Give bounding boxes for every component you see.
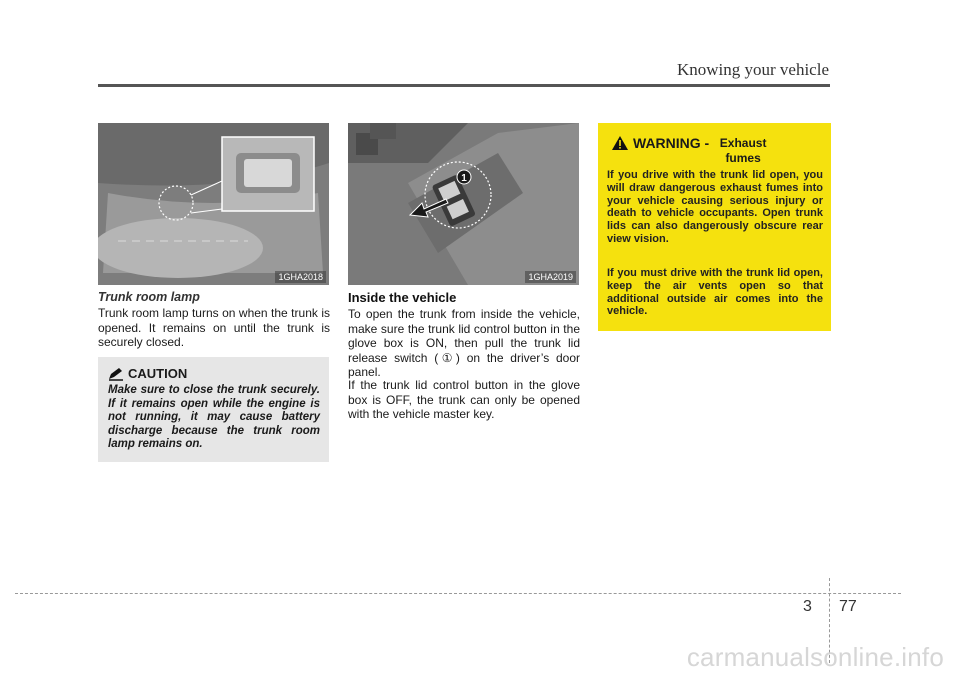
- figure-label: 1GHA2019: [525, 271, 576, 283]
- warning-paragraph-2: If you must drive with the trunk lid open, keep the air vents open so that additional outside air comes into the vehicle.: [607, 267, 823, 318]
- trunk-lamp-illustration: [98, 123, 329, 285]
- trunk-release-figure: [348, 123, 579, 285]
- watermark: carmanualsonline.info: [686, 642, 944, 672]
- warning-paragraph-1: If you drive with the trunk lid open, you will draw dangerous exhaust fumes into your vehicle causing serious injury or death to vehicle occupants. Open trunk lids can also dangerously obscure rear view vision.: [607, 169, 823, 245]
- inside-paragraph-1: To open the trunk from inside the vehicle, make sure the trunk lid control button in the glove box is ON, then pull the trunk lid release switch (①) on the driver’s door panel.: [348, 307, 580, 379]
- warning-triangle-icon: [611, 135, 629, 151]
- trunk-lamp-figure: [98, 123, 329, 285]
- header-title: Knowing your vehicle: [676, 60, 829, 79]
- page-number: 77: [839, 598, 857, 615]
- inside-heading: Inside the vehicle: [348, 290, 457, 305]
- caution-title: CAUTION: [128, 366, 188, 381]
- warning-title: [633, 135, 773, 166]
- warning-box: [598, 123, 831, 331]
- trunk-lamp-paragraph: Trunk room lamp turns on when the trunk is opened. It remains on until the trunk is securely closed.: [98, 306, 330, 349]
- footer-rule: [15, 593, 901, 594]
- door-panel-illustration: [348, 123, 579, 285]
- callout-number: 1: [461, 173, 467, 184]
- warning-label: WARNING -: [633, 135, 714, 151]
- chapter-number: 3: [803, 598, 812, 615]
- figure-label: 1GHA2018: [275, 271, 326, 283]
- pencil-icon: [108, 367, 124, 381]
- warning-subtitle: Exhaust fumes: [719, 136, 767, 165]
- caution-box: [98, 357, 329, 462]
- trunk-lamp-subheading: Trunk room lamp: [98, 290, 200, 304]
- caution-text: Make sure to close the trunk securely. If it remains open while the engine is not running, it may cause battery discharge because the trunk room lamp remains on.: [108, 384, 320, 450]
- header-rule: [98, 84, 830, 87]
- inside-paragraph-2: If the trunk lid control button in the glove box is OFF, the trunk can only be opened with the vehicle master key.: [348, 378, 580, 421]
